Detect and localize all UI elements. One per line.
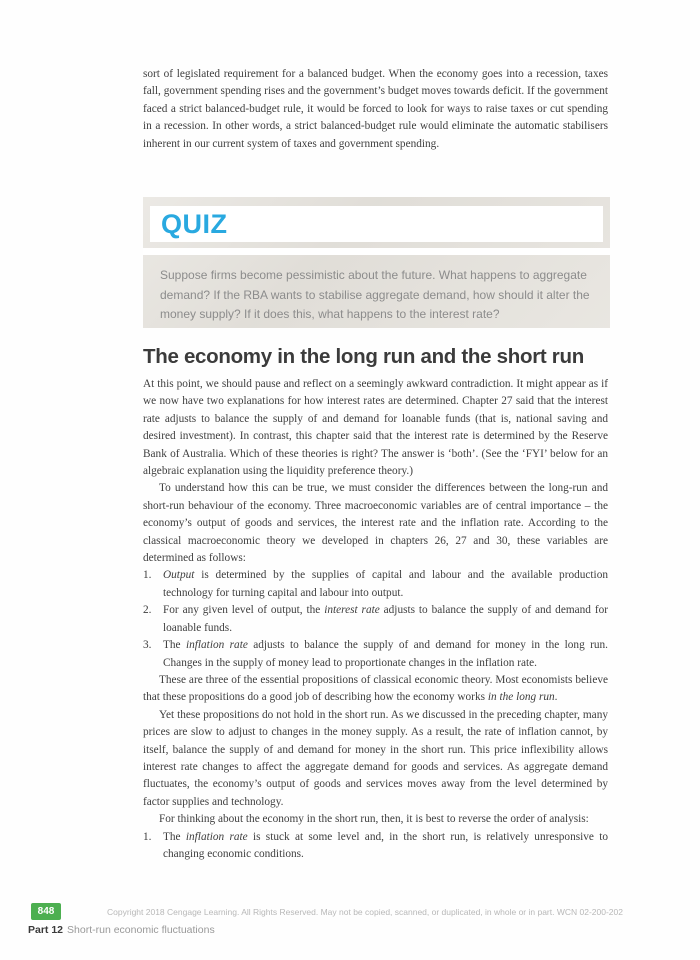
numbered-list-item: 1. Output is determined by the supplies of capital and labour and the available production technology for turning capital and labour into output.	[143, 569, 608, 599]
quiz-title-band	[150, 206, 603, 242]
part-line	[28, 924, 215, 936]
list-number: 1.	[143, 569, 152, 582]
quiz-title: QUIZ	[161, 208, 228, 239]
numbered-list-item: 2. For any given level of output, the interest rate adjusts to balance the supply of and demand for loanable funds.	[143, 604, 608, 634]
list-number: 3.	[143, 639, 152, 652]
part-title: Short-run economic fluctuations	[67, 924, 215, 936]
part-label: Part 12	[28, 924, 64, 936]
list-number: 2.	[143, 604, 152, 617]
numbered-list-item: 1. The inflation rate is stuck at some level and, in the short run, is relatively unresponsive to changing economic conditions.	[143, 830, 609, 860]
body-paragraph: Yet these propositions do not hold in the short run. As we discussed in the preceding chapter, many prices are slow to adjust to changes in the money supply. As a result, the rate of inflation cannot, by itself, balance the supply of and demand for money in the short run. This price inflexibility allows interest rate changes to affect the aggregate demand for goods and services. As aggregate demand fluctuates, the economy’s output of goods and services moves away from the level determined by factor supplies and technology.	[143, 708, 608, 808]
quiz-box	[143, 197, 610, 328]
body-paragraph: At this point, we should pause and reflect on a seemingly awkward contradiction. It might appear as if we now have two explanations for how interest rates are determined. Chapter 27 said that the interest rate adjusts to balance the supply of and demand for loanable funds (that is, national saving and desired investment). In contrast, this chapter said that the interest rate is determined by the Reserve Bank of Australia. Which of these theories is right? The answer is ‘both’. (See the ‘FYI’ below for an algebraic explanation using the liquidity preference theory.)	[143, 378, 608, 478]
intro-paragraph: sort of legislated requirement for a balanced budget. When the economy goes into a recession, taxes fall, government spending rises and the government’s budget moves towards deficit. If the government faced a strict balanced-budget rule, it would be forced to look for ways to raise taxes or cut spending in a recession. In other words, a strict balanced-budget rule would eliminate the automatic stabilisers inherent in our current system of taxes and government spending.	[143, 68, 608, 150]
quiz-divider	[143, 248, 610, 255]
list-number: 1.	[143, 830, 152, 843]
section-heading: The economy in the long run and the short run	[143, 345, 584, 368]
body-paragraph: For thinking about the economy in the short run, then, it is best to reverse the order of analysis:	[159, 813, 589, 826]
numbered-list-item: 3. The inflation rate adjusts to balance the supply of and demand for money in the long run. Changes in the supply of money lead to proportionate changes in the inflation rate.	[143, 639, 608, 669]
body-paragraph: These are three of the essential propositions of classical economic theory. Most economists believe that these propositions do a good job of describing how the economy works in the long run.	[143, 673, 608, 704]
copyright-text: Copyright 2018 Cengage Learning. All Rights Reserved. May not be copied, scanned, or duplicated, in whole or in part. WCN 02-200-202	[107, 907, 623, 917]
body-text	[143, 376, 608, 863]
page-number-badge: 848	[31, 903, 61, 920]
body-paragraph: To understand how this can be true, we must consider the differences between the long-run and short-run behaviour of the economy. Three macroeconomic variables are of central importance – the economy’s output of goods and services, the interest rate and the inflation rate. According to the classical macroeconomic theory we developed in chapters 26, 27 and 30, these variables are determined as follows:	[143, 482, 608, 565]
quiz-question: Suppose firms become pessimistic about the future. What happens to aggregate demand? If the RBA wants to stabilise aggregate demand, how should it alter the money supply? If it does this, what happens to the interest rate?	[160, 268, 590, 321]
